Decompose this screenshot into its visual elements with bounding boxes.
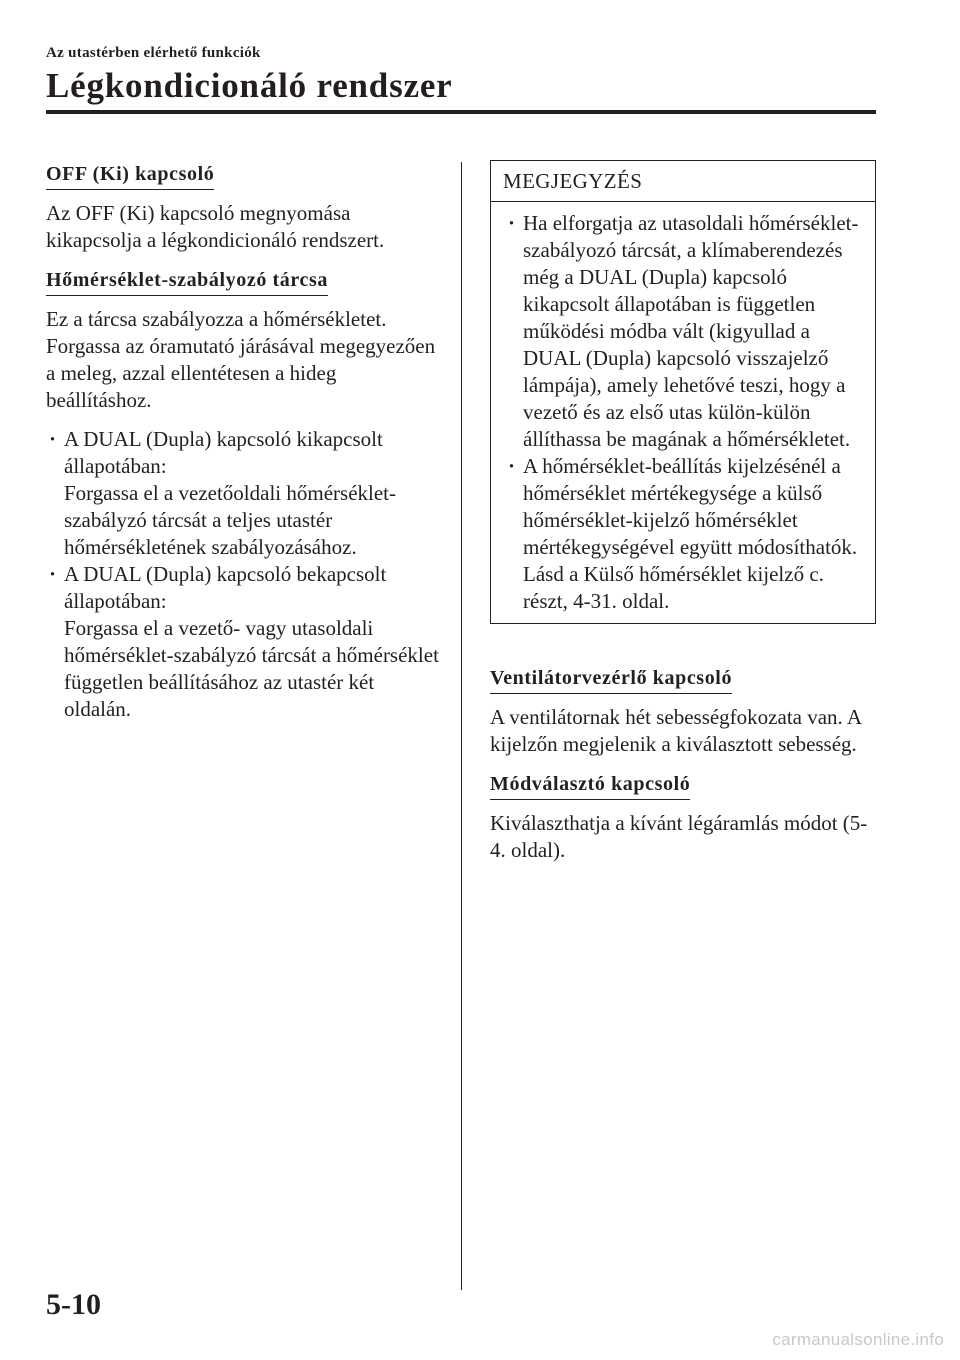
note-title: MEGJEGYZÉS: [491, 161, 875, 202]
left-column: [46, 160, 442, 723]
page-number: 5-10: [46, 1288, 101, 1321]
note-list: [505, 210, 861, 615]
bullet-icon: ·: [508, 211, 516, 235]
list-item: [46, 561, 442, 723]
fan-switch-text: A ventilátornak hét sebességfokozata van. A kijelzőn megjelenik a kiválasztott sebesség.: [490, 705, 861, 756]
temperature-dial-list: [46, 426, 442, 723]
temperature-dial-text: Ez a tárcsa szabályozza a hőmérsékletet. Forgassa az óramutató járásával megegyezően a meleg, azzal ellentétesen a hideg beállításhoz.: [46, 307, 436, 412]
column-divider: [461, 162, 462, 1290]
list-item-text: Forgassa el a vezető- vagy utasoldali hőmérséklet-szabályzó tárcsát a hőmérséklet független beállításához az utastér két oldalán.: [64, 616, 439, 721]
bullet-icon: ·: [49, 562, 57, 586]
list-item: [46, 426, 442, 561]
bullet-icon: ·: [49, 427, 57, 451]
section-label: Az utastérben elérhető funkciók: [46, 45, 261, 61]
mode-switch-text: Kiválaszthatja a kívánt légáramlás módot (5-4. oldal).: [490, 811, 868, 862]
watermark: carmanualsonline.info: [772, 1330, 944, 1349]
list-item: [505, 453, 861, 615]
temperature-dial-heading: Hőmérséklet-szabályozó tárcsa: [46, 268, 328, 296]
note-box: [490, 160, 876, 624]
right-column: [490, 160, 876, 876]
header-rule: [46, 110, 876, 114]
note-body: [491, 202, 875, 623]
mode-switch-heading: Módválasztó kapcsoló: [490, 772, 690, 800]
list-item: [505, 210, 861, 453]
list-item-lead: A DUAL (Dupla) kapcsoló kikapcsolt állapotában:: [64, 427, 383, 478]
list-item-lead: A DUAL (Dupla) kapcsoló bekapcsolt állapotában:: [64, 562, 387, 613]
off-switch-text: Az OFF (Ki) kapcsoló megnyomása kikapcsolja a légkondicionáló rendszert.: [46, 201, 385, 252]
list-item-text: Ha elforgatja az utasoldali hőmérséklet-szabályozó tárcsát, a klímaberendezés még a DUAL (Dupla) kapcsoló kikapcsolt állapotában is független működési módba vált (kigyullad a DUAL (Dupla) kapcsoló visszajelző lámpája), amely lehetővé teszi, hogy a vezető és az első utas külön-külön állíthassa be magának a hőmérsékletet.: [523, 211, 859, 451]
fan-switch-heading: Ventilátorvezérlő kapcsoló: [490, 666, 732, 694]
off-switch-heading: OFF (Ki) kapcsoló: [46, 162, 214, 190]
bullet-icon: ·: [508, 454, 516, 478]
list-item-text: Forgassa el a vezetőoldali hőmérséklet-szabályzó tárcsát a teljes utastér hőmérsékletének szabályozásához.: [64, 481, 397, 559]
page-header: [46, 44, 876, 106]
list-item-text: A hőmérséklet-beállítás kijelzésénél a hőmérséklet mértékegysége a külső hőmérséklet-kijelző hőmérséklet mértékegységével együtt módosíthatók. Lásd a Külső hőmérséklet kijelző c. részt, 4-31. oldal.: [523, 454, 858, 613]
page-title: Légkondicionáló rendszer: [46, 66, 453, 105]
